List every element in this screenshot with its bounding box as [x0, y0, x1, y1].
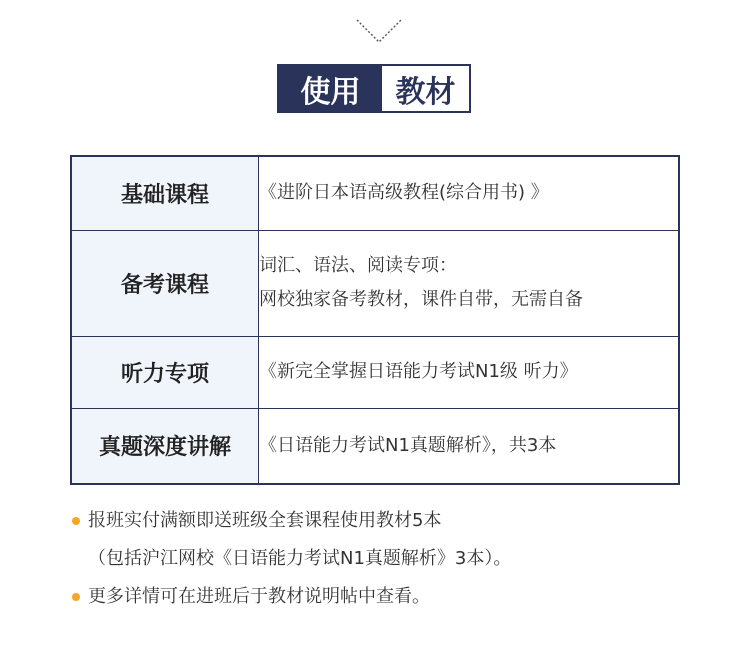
category-label: 备考课程 — [119, 268, 211, 299]
category-cell — [71, 336, 259, 408]
table-row — [71, 336, 679, 408]
category-cell — [71, 230, 259, 336]
material-text: 《进阶日本语高级教程(综合用书) 》 — [259, 182, 549, 204]
material-cell — [259, 230, 680, 336]
material-cell — [259, 408, 680, 484]
category-label: 基础课程 — [119, 178, 211, 209]
category-cell — [71, 408, 259, 484]
materials-table — [70, 155, 680, 485]
notes-list — [70, 505, 710, 613]
chevron-down-icon — [355, 16, 403, 44]
list-item — [70, 581, 710, 613]
material-text: 词汇、语法、阅读专项： — [259, 255, 457, 276]
table-row — [71, 408, 679, 484]
material-cell — [259, 156, 680, 230]
table-row — [71, 230, 679, 336]
note-text: 报班实付满额即送班级全套课程使用教材5本 — [88, 510, 442, 531]
section-title-primary: 使用 — [279, 66, 382, 111]
category-label: 真题深度讲解 — [97, 430, 233, 461]
note-text: （包括沪江网校《日语能力考试N1真题解析》3本）。 — [88, 548, 512, 569]
section-title — [277, 64, 471, 113]
material-text: 《新完全掌握日语能力考试N1级 听力》 — [259, 361, 578, 382]
material-text: 网校独家备考教材，课件自带，无需自备 — [259, 289, 583, 310]
material-cell — [259, 336, 680, 408]
bullet-dot-icon — [72, 593, 80, 601]
section-title-secondary: 教材 — [382, 66, 469, 111]
category-cell — [71, 156, 259, 230]
category-label: 听力专项 — [119, 357, 211, 388]
material-text: 《日语能力考试N1真题解析》，共3本 — [259, 434, 557, 456]
bullet-dot-icon — [72, 517, 80, 525]
table-row — [71, 156, 679, 230]
note-text: 更多详情可在进班后于教材说明帖中查看。 — [88, 586, 430, 607]
list-item — [70, 505, 710, 575]
